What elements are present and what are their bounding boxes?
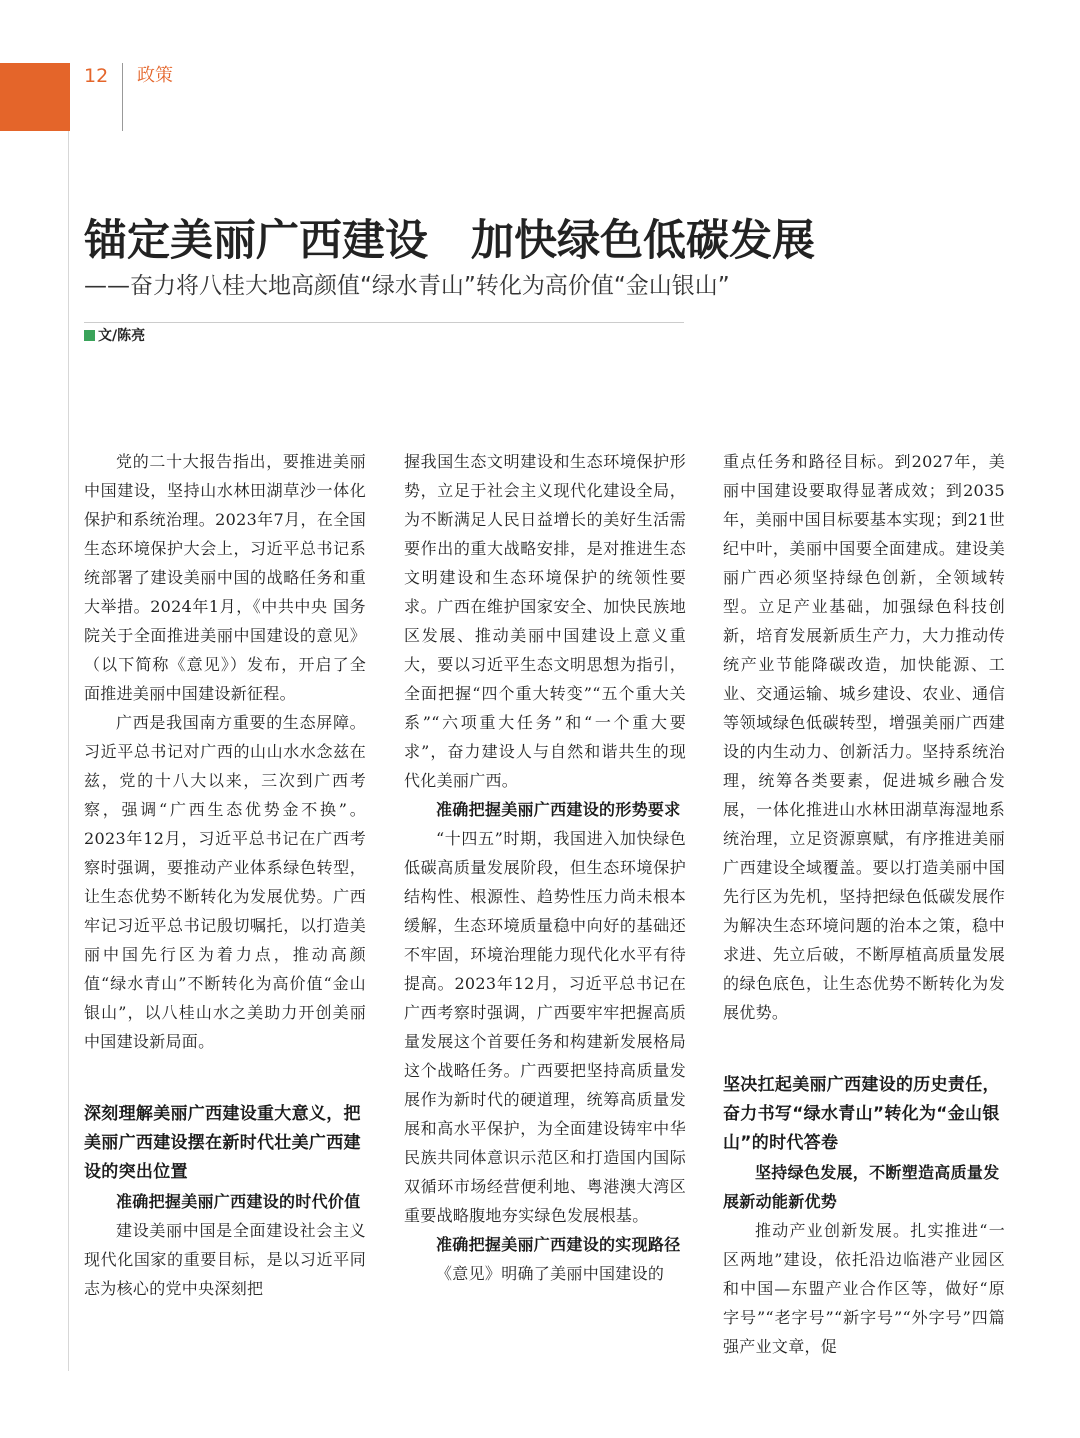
text-column-1 (84, 447, 366, 1382)
subsection-heading: 准确把握美丽广西建设的时代价值 (116, 1192, 361, 1211)
paragraph: 《意见》明确了美丽中国建设的 (436, 1264, 665, 1283)
byline-row (84, 322, 684, 349)
page-number: 12 (84, 65, 109, 87)
text-column-3 (723, 447, 1005, 1382)
text-column-2 (404, 447, 686, 1382)
paragraph: 握我国生态文明建设和生态环境保护形势，立足于社会主义现代化建设全局，为不断满足人民日益增长的美好生活需要作出的重大战略安排，是对推进生态文明建设和生态环境保护的统领性要求。广西在维护国家安全、加快民族地区发展、推动美丽中国建设上意义重大，要以习近平生态文明思想为指引，全面把握“四个重大转变”“五个重大关系”“六项重大任务”和“一个重大要求”，奋力建设人与自然和谐共生的现代化美丽广西。 (404, 452, 686, 790)
article-title: 锚定美丽广西建设 加快绿色低碳发展 (84, 216, 815, 266)
accent-block (0, 63, 70, 131)
header-divider (122, 63, 123, 131)
section-heading: 深刻理解美丽广西建设重大意义，把美丽广西建设摆在新时代壮美广西建设的突出位置 (84, 1104, 361, 1182)
paragraph: 广西是我国南方重要的生态屏障。习近平总书记对广西的山山水水念兹在兹，党的十八大以来，三次到广西考察，强调“广西生态优势金不换”。2023年12月，习近平总书记在广西考察时强调，要推动产业体系绿色转型，让生态优势不断转化为发展优势。广西牢记习近平总书记殷切嘱托，以打造美丽中国先行区为着力点，推动高颜值“绿水青山”不断转化为高价值“金山银山”，以八桂山水之美助力开创美丽中国建设新局面。 (84, 713, 366, 1051)
section-label: 政策 (137, 65, 173, 86)
paragraph: 重点任务和路径目标。到2027年，美丽中国建设要取得显著成效；到2035年，美丽中国目标要基本实现；到21世纪中叶，美丽中国要全面建成。建设美丽广西必须坚持绿色创新，全领域转型。立足产业基础，加强绿色科技创新，培育发展新质生产力，大力推动传统产业节能降碳改造，加快能源、工业、交通运输、城乡建设、农业、通信等领域绿色低碳转型，增强美丽广西建设的内生动力、创新活力。坚持系统治理，统筹各类要素，促进城乡融合发展，一体化推进山水林田湖草海湿地系统治理，立足资源禀赋，有序推进美丽广西建设全域覆盖。要以打造美丽中国先行区为先机，坚持把绿色低碳发展作为解决生态环境问题的治本之策，稳中求进、先立后破，不断厚植高质量发展的绿色底色，让生态优势不断转化为发展优势。 (723, 452, 1005, 1022)
byline: 文/陈亮 (98, 328, 146, 344)
subsection-heading: 坚持绿色发展，不断塑造高质量发展新动能新优势 (723, 1163, 1000, 1211)
paragraph: 推动产业创新发展。扎实推进“一区两地”建设，依托沿边临港产业园区和中国—东盟产业合作区等，做好“原字号”“老字号”“新字号”“外字号”四篇强产业文章，促 (723, 1221, 1005, 1356)
section-heading: 坚决扛起美丽广西建设的历史责任，奋力书写“绿水青山”转化为“金山银山”的时代答卷 (723, 1075, 1000, 1153)
subsection-heading: 准确把握美丽广西建设的实现路径 (436, 1235, 681, 1254)
paragraph: 党的二十大报告指出，要推进美丽中国建设，坚持山水林田湖草沙一体化保护和系统治理。2023年7月，在全国生态环境保护大会上，习近平总书记系统部署了建设美丽中国的战略任务和重大举措。2024年1月，《中共中央 国务院关于全面推进美丽中国建设的意见》（以下简称《意见》）发布，开启了全面推进美丽中国建设新征程。 (84, 452, 366, 703)
left-margin-rule (68, 131, 69, 1371)
byline-marker-icon (84, 330, 95, 341)
paragraph: “十四五”时期，我国进入加快绿色低碳高质量发展阶段，但生态环境保护结构性、根源性、趋势性压力尚未根本缓解，生态环境质量稳中向好的基础还不牢固，环境治理能力现代化水平有待提高。2023年12月，习近平总书记在广西考察时强调，广西要牢牢把握高质量发展这个首要任务和构建新发展格局这个战略任务。广西要把坚持高质量发展作为新时代的硬道理，统筹高质量发展和高水平保护，为全面建设铸牢中华民族共同体意识示范区和打造国内国际双循环市场经营便利地、粤港澳大湾区重要战略腹地夯实绿色发展根基。 (404, 829, 686, 1225)
subsection-heading: 准确把握美丽广西建设的形势要求 (436, 800, 681, 819)
paragraph: 建设美丽中国是全面建设社会主义现代化国家的重要目标，是以习近平同志为核心的党中央深刻把 (84, 1221, 366, 1298)
article-subtitle: ——奋力将八桂大地高颜值“绿水青山”转化为高价值“金山银山” (84, 273, 730, 299)
spacer (84, 1056, 366, 1100)
spacer (723, 1027, 1005, 1071)
